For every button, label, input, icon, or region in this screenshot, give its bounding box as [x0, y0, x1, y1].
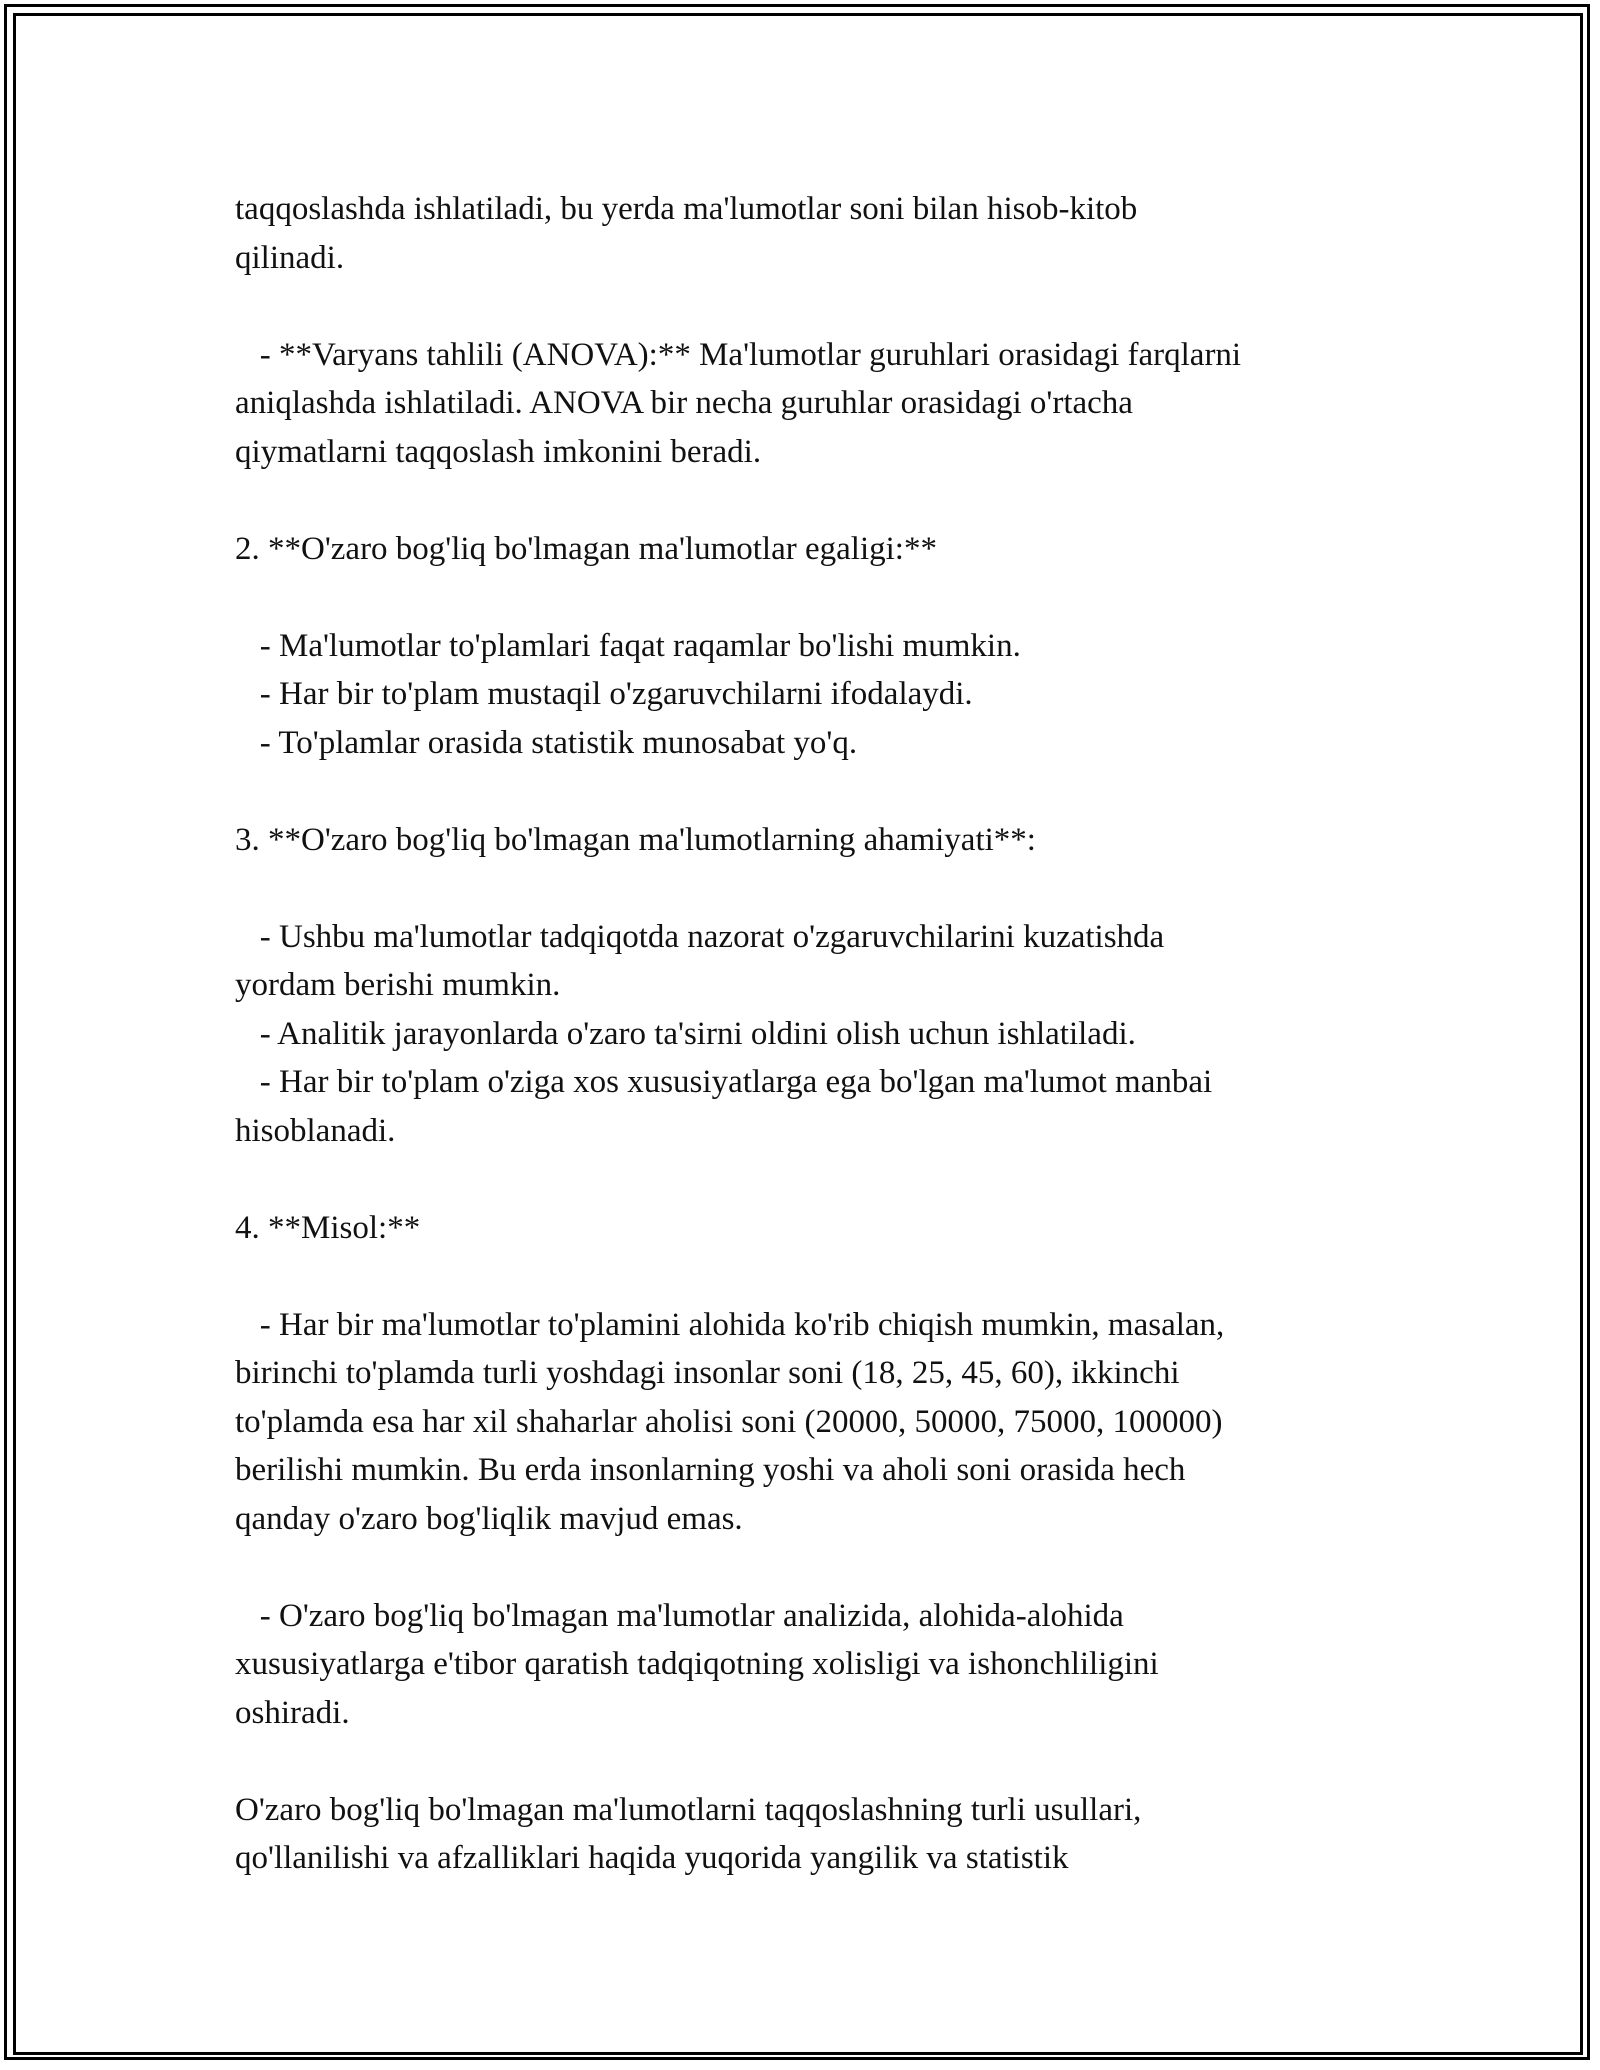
- paragraph-conclusion: O'zaro bog'liq bo'lmagan ma'lumotlarni taqqoslashning turli usullari, qo'llanilishi va afzalliklari haqida yuqorida yangilik va statistik: [235, 1791, 1142, 1876]
- paragraph-example: - Har bir ma'lumotlar to'plamini alohida ko'rib chiqish mumkin, masalan, birinchi to'plamda turli yoshdagi insonlar soni (18, 25, 45, 60), ikkinchi to'plamda esa har xil shaharlar aholisi soni (20000, 50000, 75000, 100000) berilishi mumkin. Bu erda insonlarning yoshi va aholi soni orasida hech qanday o'zaro bog'liqlik mavjud emas.: [235, 1306, 1225, 1537]
- paragraph-anova: - **Varyans tahlili (ANOVA):** Ma'lumotlar guruhlari orasidagi farqlarni aniqlashda ishlatiladi. ANOVA bir necha guruhlar orasidagi o'rtacha qiymatlarni taqqoslash imkonini beradi.: [235, 336, 1242, 470]
- section-heading-2: 2. **O'zaro bog'liq bo'lmagan ma'lumotlar egaligi:**: [235, 530, 937, 567]
- paragraph-importance-list: - Ushbu ma'lumotlar tadqiqotda nazorat o'zgaruvchilarini kuzatishda yordam berishi mumkin. - Analitik jarayonlarda o'zaro ta'sirni oldini olish uchun ishlatiladi. - Har bir to'plam o'ziga xos xususiyatlarga ega bo'lgan ma'lumot manbai hisoblanadi.: [235, 918, 1213, 1149]
- paragraph-spacer: [235, 1155, 1405, 1204]
- paragraph-example-analysis: - O'zaro bog'liq bo'lmagan ma'lumotlar analizida, alohida-alohida xususiyatlarga e'tibor qaratish tadqiqotning xolisligi va ishonchliligini oshiradi.: [235, 1597, 1159, 1731]
- section-heading-3: 3. **O'zaro bog'liq bo'lmagan ma'lumotlarning ahamiyati**:: [235, 821, 1036, 858]
- paragraph-spacer: [235, 1737, 1405, 1786]
- paragraph-spacer: [235, 864, 1405, 913]
- paragraph-properties-list: - Ma'lumotlar to'plamlari faqat raqamlar bo'lishi mumkin. - Har bir to'plam mustaqil o'zgaruvchilarni ifodalaydi. - To'plamlar orasida statistik munosabat yo'q.: [259, 627, 1021, 761]
- paragraph-comparison-continuation: taqqoslashda ishlatiladi, bu yerda ma'lumotlar soni bilan hisob-kitob qilinadi.: [235, 191, 1138, 276]
- paragraph-spacer: [235, 1543, 1405, 1592]
- paragraph-spacer: [235, 476, 1405, 525]
- paragraph-spacer: [235, 573, 1405, 622]
- section-heading-4: 4. **Misol:**: [235, 1209, 421, 1246]
- paragraph-spacer: [235, 282, 1405, 331]
- paragraph-spacer: [235, 1252, 1405, 1301]
- paragraph-spacer: [235, 767, 1405, 816]
- document-body: [235, 185, 1405, 1883]
